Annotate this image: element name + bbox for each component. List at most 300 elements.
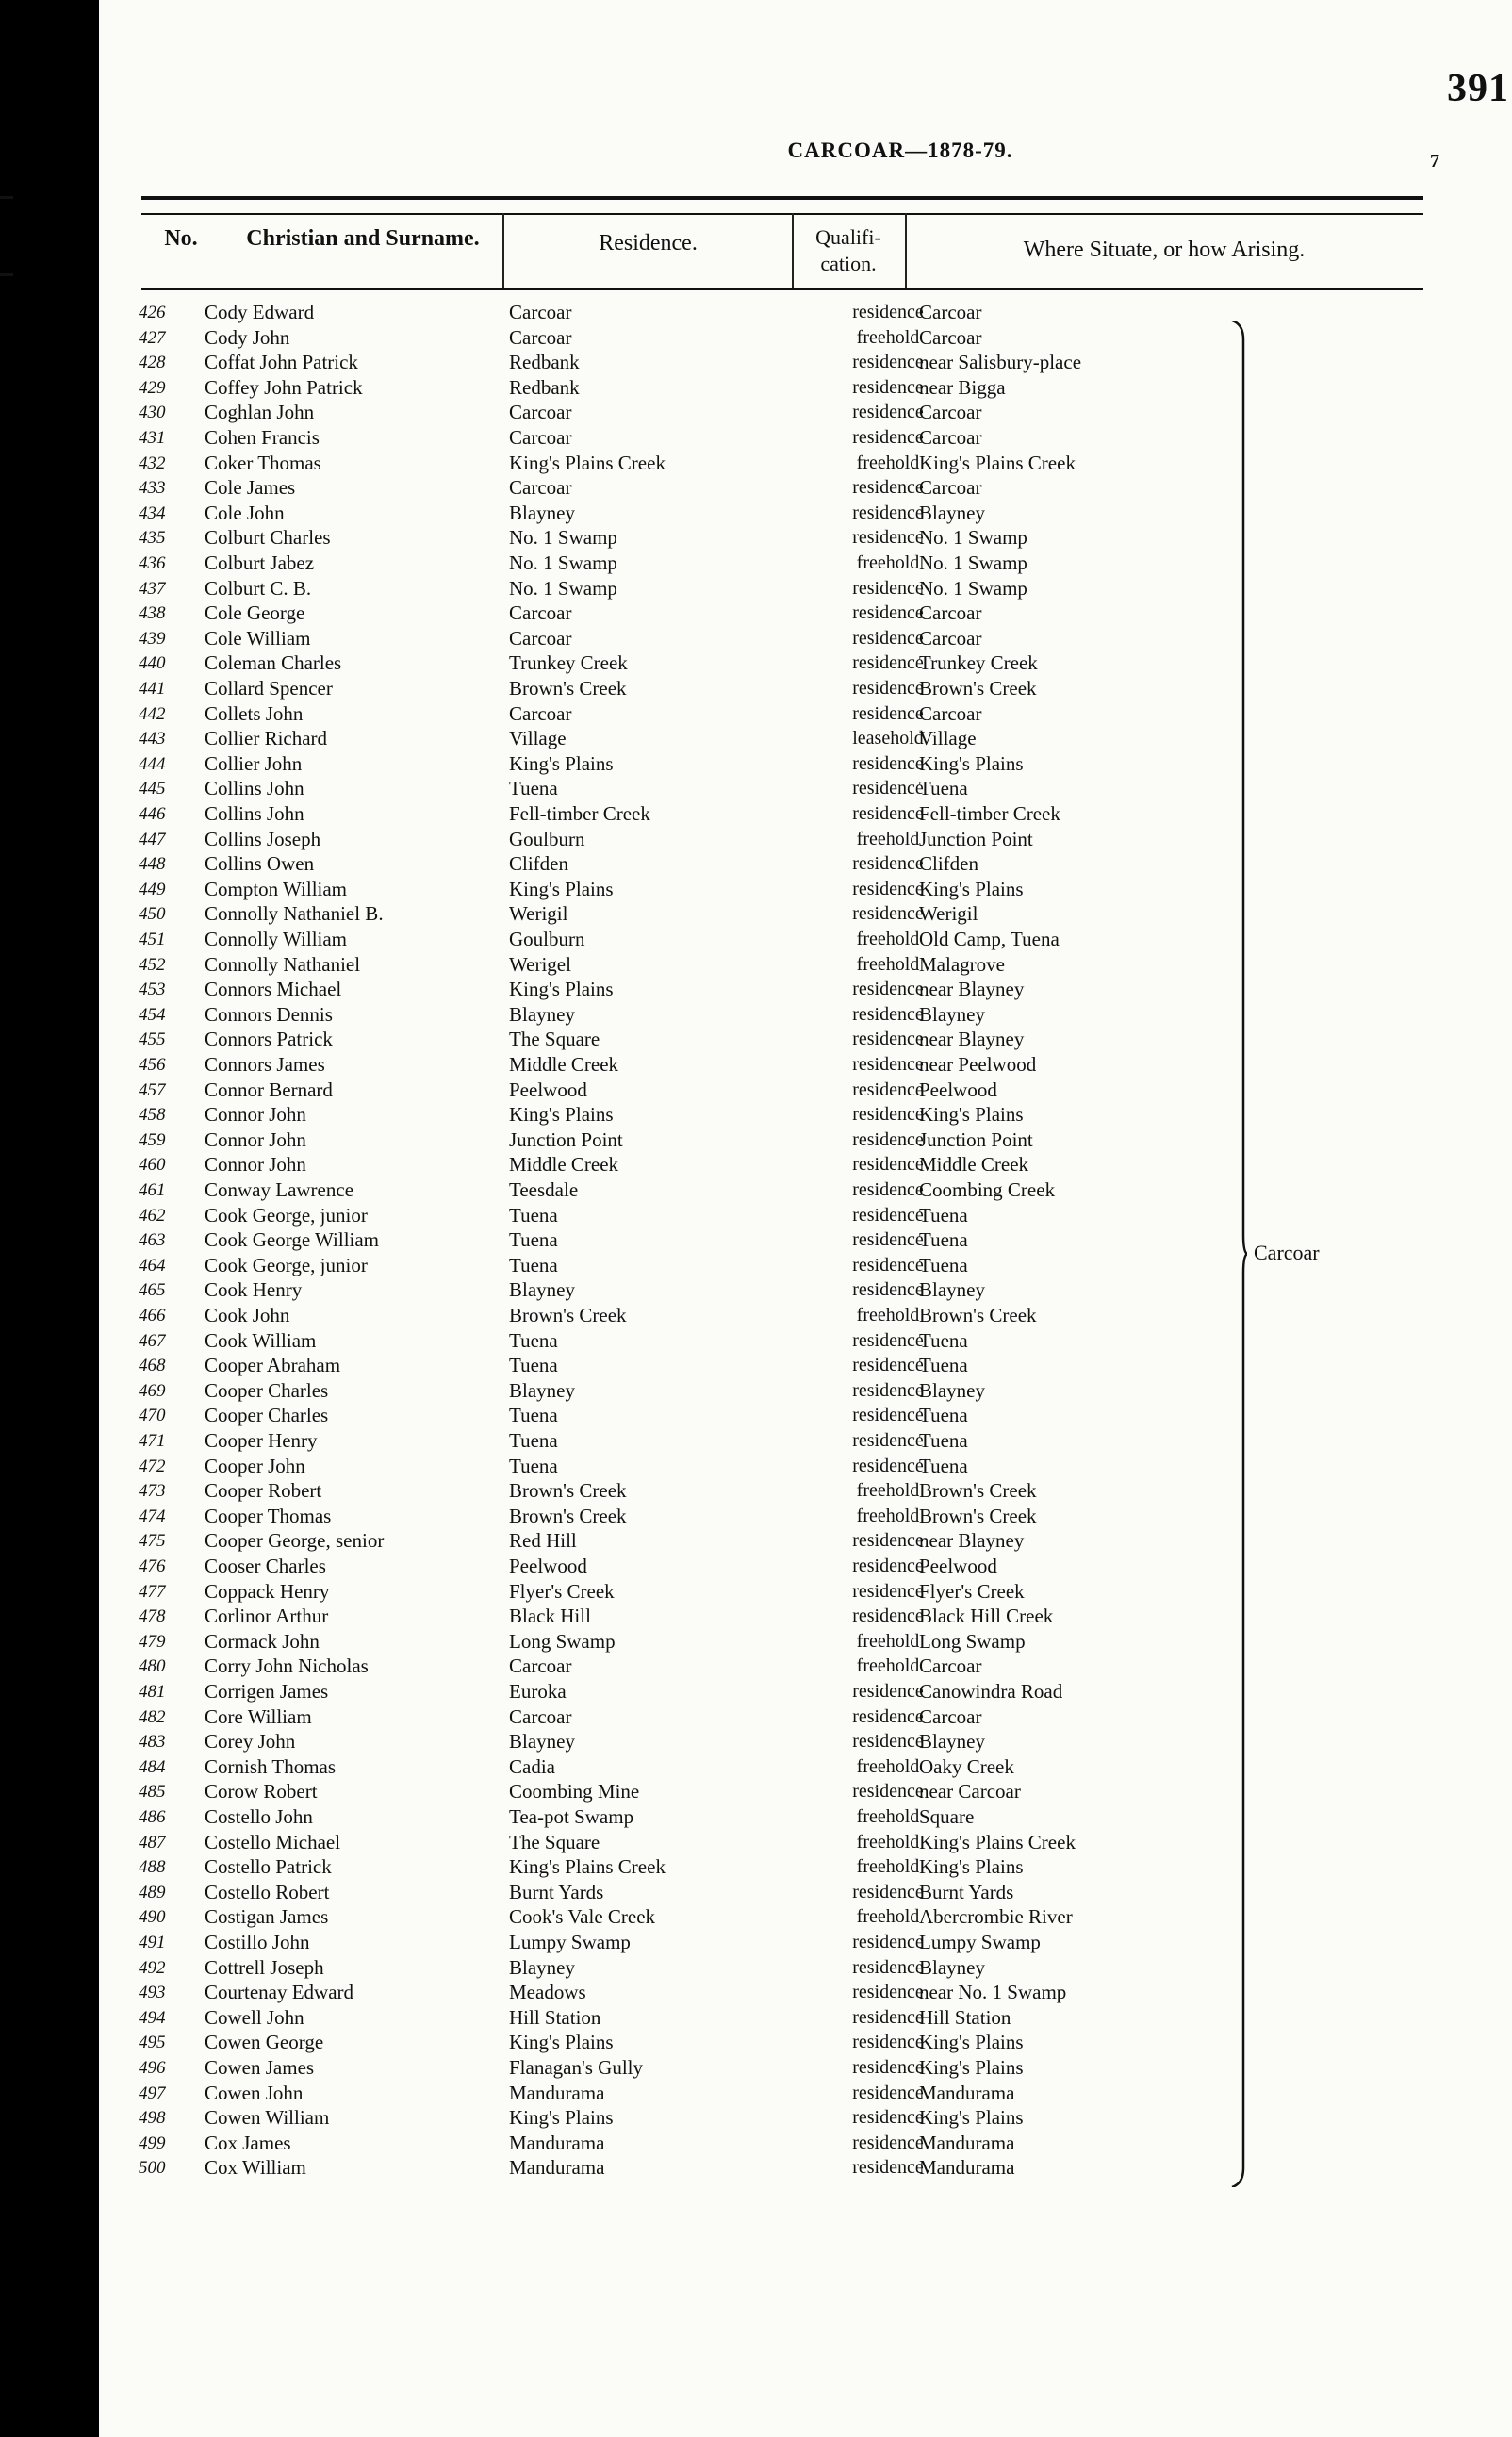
row-number: 485	[139, 1782, 166, 1803]
table-row	[99, 776, 1512, 801]
voter-name: Compton William	[205, 877, 348, 900]
voter-name: Conway Lawrence	[205, 1178, 354, 1201]
voter-name: Courtenay Edward	[205, 1981, 354, 2004]
residence: Werigel	[509, 952, 571, 976]
qualification: residence	[852, 1029, 924, 1050]
qualification: leasehold	[852, 728, 924, 749]
where-situate: King's Plains Creek	[919, 451, 1076, 474]
voter-name: Cooper John	[205, 1454, 305, 1477]
table-row	[99, 1403, 1512, 1428]
voter-name: Corry John Nicholas	[205, 1655, 369, 1678]
row-number: 452	[139, 954, 166, 975]
voter-name: Cody Edward	[205, 301, 315, 323]
residence: Mandurama	[509, 2081, 605, 2104]
column-header-residence: Residence.	[599, 231, 698, 255]
qualification: residence	[852, 878, 924, 899]
row-number: 483	[139, 1732, 166, 1753]
table-row	[99, 1328, 1512, 1354]
table-row	[99, 1554, 1512, 1579]
table-row	[99, 501, 1512, 526]
qualification: residence	[852, 2032, 924, 2053]
voter-name: Corow Robert	[205, 1780, 318, 1803]
qualification: residence	[852, 1530, 924, 1552]
qualification: freehold	[856, 1831, 920, 1852]
qualification: residence	[852, 1430, 924, 1451]
table-row	[99, 451, 1512, 476]
table-row	[99, 350, 1512, 375]
where-situate: Tuena	[919, 1253, 968, 1276]
table-row	[99, 1378, 1512, 1404]
where-situate: near Blayney	[919, 1028, 1025, 1051]
row-number: 488	[139, 1857, 166, 1878]
where-situate: Tuena	[919, 777, 968, 800]
row-number: 491	[139, 1933, 166, 1952]
row-number: 472	[139, 1456, 166, 1476]
residence: Carcoar	[509, 401, 572, 424]
row-number: 463	[139, 1230, 166, 1251]
voter-name: Corey John	[205, 1730, 296, 1754]
qualification: residence	[852, 1379, 924, 1401]
table-row	[99, 1804, 1512, 1830]
row-number: 462	[139, 1205, 166, 1226]
qualification: freehold	[856, 552, 920, 573]
table-row	[99, 1152, 1512, 1177]
row-number: 460	[139, 1155, 166, 1176]
row-number: 480	[139, 1656, 166, 1677]
where-situate: Tuena	[919, 1354, 968, 1377]
row-number: 442	[139, 703, 166, 724]
table-row	[99, 400, 1512, 425]
residence: Carcoar	[509, 476, 572, 500]
residence: Carcoar	[509, 626, 572, 650]
row-number: 457	[139, 1079, 166, 1100]
voter-name: Connors Michael	[205, 978, 342, 1001]
residence: Blayney	[509, 1730, 575, 1754]
qualification: residence	[852, 652, 924, 674]
table-row	[99, 1729, 1512, 1754]
row-number: 454	[139, 1004, 166, 1025]
voter-name: Collins John	[205, 777, 304, 800]
residence: Carcoar	[509, 325, 572, 349]
voter-name: Connolly Nathaniel	[205, 952, 361, 976]
qualification: residence	[852, 1932, 924, 1952]
voter-name: Cole George	[205, 601, 305, 625]
voter-name: Costello Patrick	[205, 1855, 332, 1879]
row-number: 456	[139, 1055, 166, 1075]
table-row	[99, 701, 1512, 727]
row-number: 443	[139, 729, 166, 749]
qualification: freehold	[856, 1480, 920, 1502]
where-situate: King's Plains	[919, 2106, 1024, 2130]
voter-name: Cox William	[205, 2156, 306, 2180]
residence: Middle Creek	[509, 1153, 619, 1177]
residence: Mandurama	[509, 2131, 605, 2154]
residence: Carcoar	[509, 426, 572, 449]
residence: Tuena	[509, 1354, 558, 1377]
row-number: 469	[139, 1380, 166, 1401]
qualification: freehold	[856, 1856, 920, 1878]
qualification: freehold	[856, 953, 920, 975]
residence: Flanagan's Gully	[509, 2056, 644, 2079]
table-row	[99, 1478, 1512, 1504]
voter-name: Costello Robert	[205, 1880, 330, 1903]
row-number: 444	[139, 753, 166, 774]
residence: Brown's Creek	[509, 1304, 627, 1326]
table-row	[99, 1102, 1512, 1128]
where-situate: Canowindra Road	[919, 1680, 1063, 1703]
where-situate: King's Plains	[919, 751, 1024, 775]
residence: Brown's Creek	[509, 677, 627, 700]
table-row	[99, 1654, 1512, 1679]
table-row	[99, 676, 1512, 701]
row-number: 487	[139, 1832, 166, 1852]
table-row	[99, 1504, 1512, 1529]
where-situate: Abercrombie River	[919, 1905, 1073, 1929]
table-row	[99, 1779, 1512, 1804]
where-situate: Brown's Creek	[919, 1479, 1037, 1503]
register-page	[99, 0, 1512, 2437]
row-number: 481	[139, 1682, 166, 1702]
where-situate: Flyer's Creek	[919, 1579, 1025, 1603]
where-situate: Blayney	[919, 1955, 985, 1979]
qualification: residence	[852, 903, 924, 925]
where-situate: Junction Point	[919, 1128, 1033, 1151]
where-situate: Old Camp, Tuena	[919, 928, 1060, 950]
qualification: residence	[852, 302, 924, 322]
where-situate: King's Plains	[919, 2056, 1024, 2079]
table-row	[99, 525, 1512, 551]
where-situate: No. 1 Swamp	[919, 526, 1027, 550]
row-number: 446	[139, 804, 166, 824]
where-situate: Blayney	[919, 1002, 985, 1026]
voter-name: Cooper Charles	[205, 1378, 329, 1402]
where-situate: Black Hill Creek	[919, 1605, 1054, 1628]
residence: Carcoar	[509, 301, 572, 323]
where-situate: Carcoar	[919, 601, 982, 625]
row-number: 455	[139, 1029, 166, 1050]
voter-name: Cook George, junior	[205, 1203, 368, 1227]
row-number: 437	[139, 578, 166, 599]
residence: Burnt Yards	[509, 1880, 604, 1903]
binding-mark	[0, 196, 13, 199]
qualification: residence	[852, 1079, 924, 1100]
qualification: residence	[852, 1580, 924, 1602]
voter-name: Coghlan John	[205, 401, 315, 424]
voter-name: Connor Bernard	[205, 1078, 333, 1101]
row-number: 470	[139, 1406, 166, 1426]
residence: Clifden	[509, 852, 568, 876]
where-situate: Middle Creek	[919, 1153, 1029, 1177]
table-row	[99, 2131, 1512, 2156]
where-situate: Blayney	[919, 1278, 985, 1302]
residence: Blayney	[509, 1002, 575, 1026]
residence: Goulburn	[509, 928, 585, 950]
row-number: 468	[139, 1356, 166, 1376]
qualification: residence	[852, 1705, 924, 1727]
voter-name: Cole John	[205, 501, 285, 524]
row-number: 438	[139, 603, 166, 624]
residence: Tuena	[509, 777, 558, 800]
where-situate: Trunkey Creek	[919, 651, 1038, 675]
row-number: 484	[139, 1756, 166, 1777]
row-number: 450	[139, 904, 166, 925]
residence: Tuena	[509, 1228, 558, 1252]
row-number: 465	[139, 1280, 166, 1301]
residence: The Square	[509, 1830, 600, 1853]
residence: Cook's Vale Creek	[509, 1905, 656, 1929]
voter-name: Cooper Robert	[205, 1479, 322, 1503]
table-row	[99, 551, 1512, 576]
qualification: residence	[852, 352, 924, 373]
qualification: residence	[852, 778, 924, 799]
table-row	[99, 2055, 1512, 2081]
voter-name: Cole James	[205, 476, 296, 500]
row-number: 429	[139, 377, 166, 398]
voter-name: Cooper George, senior	[205, 1529, 385, 1553]
where-situate: Tuena	[919, 1454, 968, 1477]
residence: Coombing Mine	[509, 1780, 640, 1803]
residence: Meadows	[509, 1981, 586, 2004]
table-row	[99, 1854, 1512, 1880]
voter-name: Collard Spencer	[205, 677, 333, 700]
qualification: freehold	[856, 1630, 920, 1652]
where-situate: Tuena	[919, 1203, 968, 1227]
table-row	[99, 2155, 1512, 2181]
row-number: 427	[139, 327, 166, 348]
row-number: 434	[139, 502, 166, 523]
table-row	[99, 901, 1512, 927]
residence: Tuena	[509, 1454, 558, 1477]
voter-name: Cowen John	[205, 2081, 304, 2104]
residence: King's Plains Creek	[509, 451, 666, 474]
voter-name: Corrigen James	[205, 1680, 329, 1703]
bracket-label: Carcoar	[1254, 1241, 1320, 1264]
voter-name: Cooper Thomas	[205, 1504, 332, 1527]
where-situate: Werigil	[919, 902, 978, 926]
residence: Village	[509, 727, 567, 750]
table-row	[99, 325, 1512, 351]
residence: King's Plains Creek	[509, 1855, 666, 1879]
row-number: 479	[139, 1631, 166, 1652]
voter-name: Cooper Charles	[205, 1404, 329, 1427]
residence: Peelwood	[509, 1555, 587, 1577]
table-row	[99, 827, 1512, 852]
table-row	[99, 1078, 1512, 1103]
row-number: 447	[139, 829, 166, 849]
qualification: residence	[852, 803, 924, 824]
residence: King's Plains	[509, 978, 614, 1001]
where-situate: near Blayney	[919, 1529, 1025, 1553]
row-number: 477	[139, 1581, 166, 1602]
where-situate: Carcoar	[919, 301, 982, 323]
where-situate: near Bigga	[919, 375, 1006, 399]
voter-name: Collins Joseph	[205, 827, 321, 850]
row-number: 471	[139, 1431, 166, 1451]
table-row	[99, 1303, 1512, 1328]
row-number: 459	[139, 1129, 166, 1150]
voter-name: Colburt Jabez	[205, 552, 315, 574]
qualification: residence	[852, 1605, 924, 1627]
where-situate: Tuena	[919, 1328, 968, 1352]
residence: Mandurama	[509, 2156, 605, 2180]
row-number: 449	[139, 879, 166, 899]
qualification: residence	[852, 1455, 924, 1476]
voter-name: Connolly William	[205, 928, 348, 950]
voter-name: Cormack John	[205, 1629, 320, 1653]
where-situate: King's Plains	[919, 1855, 1024, 1879]
where-situate: Carcoar	[919, 426, 982, 449]
row-number: 461	[139, 1180, 166, 1200]
qualification: residence	[852, 2132, 924, 2153]
row-number: 430	[139, 403, 166, 423]
voter-name: Cook George, junior	[205, 1253, 368, 1276]
voter-name: Cook George William	[205, 1228, 380, 1252]
where-situate: near Carcoar	[919, 1780, 1021, 1803]
residence: Fell-timber Creek	[509, 802, 650, 825]
residence: Tuena	[509, 1203, 558, 1227]
qualification: residence	[852, 2006, 924, 2028]
row-number: 489	[139, 1882, 166, 1902]
row-number: 453	[139, 980, 166, 1000]
voter-name: Cowen George	[205, 2031, 324, 2054]
table-row	[99, 877, 1512, 902]
where-situate: King's Plains	[919, 1103, 1024, 1127]
qualification: residence	[852, 1982, 924, 2003]
qualification: residence	[852, 1254, 924, 1276]
row-number: 494	[139, 2007, 166, 2028]
residence: Brown's Creek	[509, 1479, 627, 1503]
table-row	[99, 1904, 1512, 1930]
column-divider	[905, 213, 907, 288]
column-header-where: Where Situate, or how Arising.	[1023, 238, 1306, 262]
table-row	[99, 751, 1512, 777]
voter-name: Coffat John Patrick	[205, 351, 358, 374]
table-row	[99, 1579, 1512, 1605]
qualification: residence	[852, 2157, 924, 2179]
qualification: residence	[852, 1229, 924, 1251]
qualification: residence	[852, 2107, 924, 2129]
qualification: residence	[852, 1681, 924, 1702]
residence: Red Hill	[509, 1529, 577, 1553]
row-number: 473	[139, 1481, 166, 1502]
row-number: 474	[139, 1506, 166, 1526]
qualification: residence	[852, 752, 924, 774]
residence: Carcoar	[509, 601, 572, 625]
page-number: 391	[1447, 67, 1509, 110]
qualification: freehold	[856, 1755, 920, 1777]
residence: Junction Point	[509, 1128, 623, 1151]
header-second-rule	[141, 213, 1423, 215]
row-number: 467	[139, 1330, 166, 1351]
where-situate: King's Plains Creek	[919, 1830, 1076, 1853]
where-situate: Carcoar	[919, 626, 982, 650]
voter-name: Collins Owen	[205, 852, 315, 876]
table-row	[99, 726, 1512, 751]
row-number: 500	[139, 2158, 166, 2179]
row-number: 458	[139, 1105, 166, 1126]
qualification: residence	[852, 1154, 924, 1176]
row-number: 439	[139, 628, 166, 649]
voter-name: Coker Thomas	[205, 451, 321, 474]
residence: Carcoar	[509, 701, 572, 725]
row-number: 496	[139, 2058, 166, 2078]
row-number: 486	[139, 1807, 166, 1827]
where-situate: No. 1 Swamp	[919, 576, 1027, 600]
voter-name: Colburt Charles	[205, 526, 331, 550]
where-situate: Tuena	[919, 1228, 968, 1252]
voter-name: Corlinor Arthur	[205, 1605, 329, 1628]
table-row	[99, 576, 1512, 601]
qualification: residence	[852, 477, 924, 499]
table-row	[99, 1128, 1512, 1153]
row-number: 478	[139, 1606, 166, 1627]
voter-name: Core William	[205, 1704, 312, 1728]
qualification: freehold	[856, 828, 920, 849]
qualification: residence	[852, 1179, 924, 1200]
qualification: residence	[852, 2057, 924, 2078]
qualification: residence	[852, 1204, 924, 1226]
residence: Tuena	[509, 1253, 558, 1276]
where-situate: Carcoar	[919, 401, 982, 424]
row-number: 428	[139, 353, 166, 373]
residence: The Square	[509, 1028, 600, 1051]
qualification: residence	[852, 527, 924, 549]
residence: King's Plains	[509, 1103, 614, 1127]
residence: Werigil	[509, 902, 568, 926]
voter-name: Cowell John	[205, 2005, 304, 2029]
residence: Brown's Creek	[509, 1504, 627, 1527]
qualification: freehold	[856, 1305, 920, 1326]
column-header-name: Christian and Surname.	[246, 226, 480, 251]
table-row	[99, 375, 1512, 401]
table-row	[99, 801, 1512, 827]
where-situate: King's Plains	[919, 2031, 1024, 2054]
residence: Peelwood	[509, 1078, 587, 1101]
row-number: 495	[139, 2033, 166, 2053]
column-divider	[792, 213, 794, 288]
voter-name: Cooper Henry	[205, 1429, 318, 1452]
voter-name: Cook Henry	[205, 1278, 303, 1302]
row-number: 464	[139, 1255, 166, 1276]
row-number: 475	[139, 1531, 166, 1552]
where-situate: No. 1 Swamp	[919, 552, 1027, 574]
table-row	[99, 1052, 1512, 1078]
voter-name: Connors James	[205, 1053, 325, 1076]
where-situate: King's Plains	[919, 877, 1024, 900]
where-situate: Long Swamp	[919, 1629, 1026, 1653]
qualification: residence	[852, 1405, 924, 1426]
qualification: freehold	[856, 452, 920, 473]
residence: Blayney	[509, 1378, 575, 1402]
residence: Middle Creek	[509, 1053, 619, 1076]
residence: Goulburn	[509, 827, 585, 850]
voter-name: Connors Patrick	[205, 1028, 333, 1051]
table-row	[99, 2105, 1512, 2131]
qualification: residence	[852, 1781, 924, 1803]
page-title: CARCOAR—1878-79.	[787, 139, 1013, 162]
voter-name: Collier John	[205, 751, 303, 775]
voter-name: Connor John	[205, 1103, 306, 1127]
voter-name: Costello John	[205, 1805, 313, 1828]
qualification: residence	[852, 1881, 924, 1902]
row-number: 497	[139, 2083, 166, 2103]
where-situate: Peelwood	[919, 1078, 997, 1101]
voter-name: Cook John	[205, 1304, 290, 1326]
where-situate: Blayney	[919, 501, 985, 524]
where-situate: near No. 1 Swamp	[919, 1981, 1067, 2004]
voter-name: Connolly Nathaniel B.	[205, 902, 384, 926]
residence: Flyer's Creek	[509, 1579, 615, 1603]
